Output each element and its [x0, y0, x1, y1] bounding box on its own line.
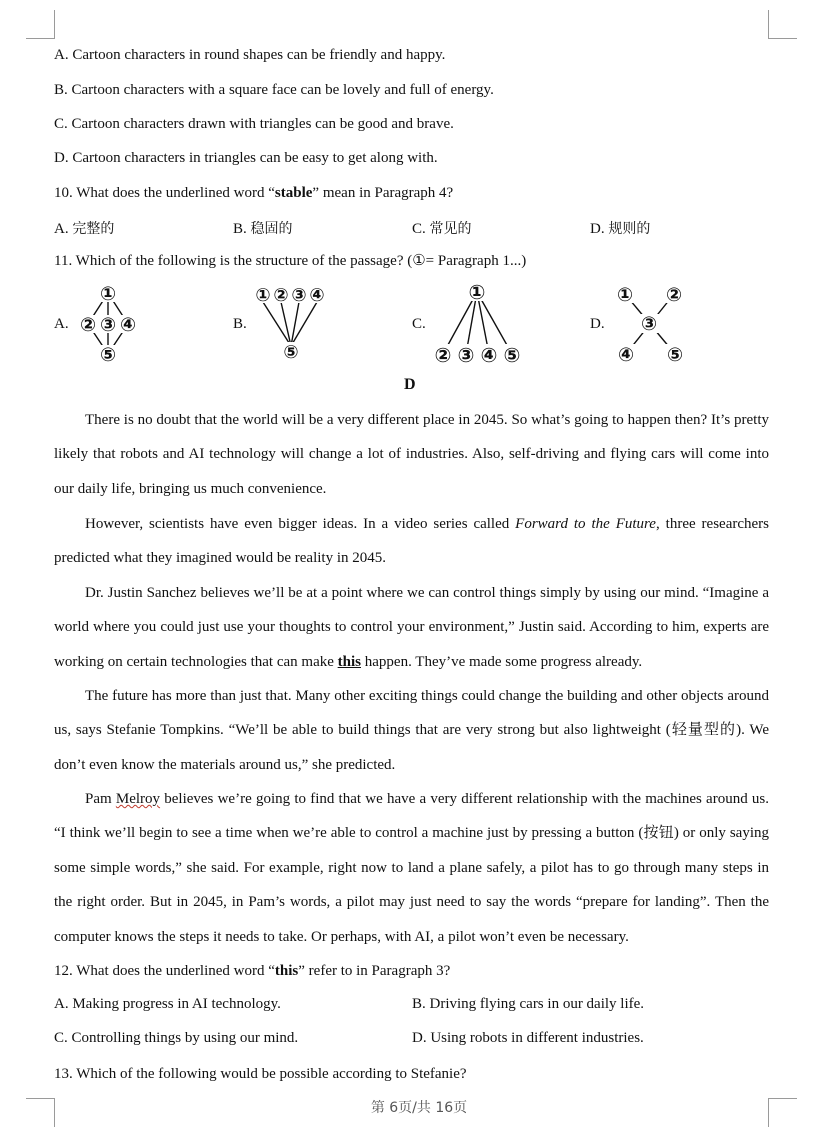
- q10-option-c-letter: C.: [412, 221, 426, 237]
- q13-stem: 13. Which of the following would be possible according to Stefanie?: [54, 1066, 467, 1082]
- q10-option-b-text: 稳固的: [250, 221, 293, 237]
- q12-option-a: A. Making progress in AI technology.: [54, 996, 281, 1012]
- node-2: ②: [665, 284, 683, 306]
- q12-stem: [54, 962, 450, 980]
- node-3: ③: [99, 314, 117, 336]
- q11-option-b-letter: B.: [233, 316, 247, 332]
- node-3: ③: [457, 343, 475, 367]
- node-3: ③: [640, 313, 658, 335]
- node-2: ②: [273, 285, 289, 306]
- structure-diagram-c: [430, 280, 526, 368]
- q9-option-b: B. Cartoon characters with a square face can be lovely and full of energy.: [54, 82, 494, 98]
- underlined-word-this: this: [337, 653, 361, 670]
- q10-stem: [54, 184, 453, 202]
- q9-option-c: C. Cartoon characters drawn with triangles can be good and brave.: [54, 116, 454, 132]
- q10-option-d-text: 规则的: [608, 221, 651, 237]
- node-2: ②: [79, 314, 97, 336]
- p5-text-post: believes we’re going to find that we have a very different relationship with the machines around us. “I think we’ll begin to see a time when we’re able to control a machine just by pressing a button (按钮) or only saying some simple words,” she said. For example, right now to land a plane safely, a pilot has to go through many steps in the right order. But in 2045, in Pam’s words, a pilot may just need to say the words “prepare for landing”. Then the computer knows the steps it needs to take. Or perhaps, with AI, a pilot won’t even be necessary.: [54, 791, 769, 945]
- q12-option-c: C. Controlling things by using our mind.: [54, 1030, 299, 1046]
- q10-keyword: stable: [274, 185, 313, 201]
- q11-stem: 11. Which of the following is the structure of the passage? (①= Paragraph 1...): [54, 253, 527, 269]
- q12-stem-post: ” refer to in Paragraph 3?: [298, 963, 451, 979]
- node-5: ⑤: [666, 344, 684, 366]
- p5-text-pre: Pam: [85, 791, 116, 807]
- q11-option-c-letter: C.: [412, 316, 426, 332]
- q10-option-a-letter: A.: [54, 221, 69, 237]
- q11-option-d-letter: D.: [590, 316, 605, 332]
- video-series-title: Forward to the Future: [515, 516, 656, 532]
- section-heading: D: [404, 376, 416, 393]
- node-4: ④: [119, 314, 137, 336]
- node-5: ⑤: [283, 342, 299, 362]
- q10-option-b: [233, 218, 293, 238]
- q10-option-b-letter: B.: [233, 221, 247, 237]
- passage-paragraph-1: There is no doubt that the world will be a very different place in 2045. So what’s going to happen then? It’s pretty likely that robots and AI technology will change a lot of industries. Also, self-driving and flying cars will come into our daily life, bringing us much convenience.: [54, 412, 769, 497]
- passage-paragraph-3: [54, 576, 769, 679]
- q10-stem-post: ” mean in Paragraph 4?: [312, 185, 454, 201]
- node-5: ⑤: [503, 343, 521, 367]
- node-4: ④: [309, 285, 325, 306]
- node-2: ②: [434, 343, 452, 367]
- q11-option-a-letter: A.: [54, 316, 69, 332]
- q9-option-d: D. Cartoon characters in triangles can be easy to get along with.: [54, 150, 438, 166]
- corner-mark-top-right: [768, 10, 797, 39]
- q9-option-a: A. Cartoon characters in round shapes can be friendly and happy.: [54, 47, 446, 63]
- node-4: ④: [480, 343, 498, 367]
- node-4: ④: [617, 344, 635, 366]
- corner-mark-top-left: [26, 10, 55, 39]
- p2-text-post: , three researchers predicted what they imagined would be reality in 2045.: [54, 516, 769, 567]
- q10-option-c: [412, 218, 472, 238]
- p2-text-pre: However, scientists have even bigger ideas. In a video series called: [85, 516, 516, 532]
- q10-stem-pre: 10. What does the underlined word “: [54, 185, 275, 201]
- node-1: ①: [616, 284, 634, 306]
- q10-option-a-text: 完整的: [72, 221, 115, 237]
- q10-option-a: [54, 218, 114, 238]
- structure-diagram-a: [74, 282, 144, 364]
- node-1: ①: [468, 280, 486, 304]
- q12-option-d: D. Using robots in different industries.: [412, 1030, 644, 1046]
- q12-stem-pre: 12. What does the underlined word “: [54, 963, 275, 979]
- passage-paragraph-5: [54, 782, 769, 954]
- q12-option-b: B. Driving flying cars in our daily life.: [412, 996, 645, 1012]
- q12-keyword: this: [274, 963, 299, 979]
- p3-text-post: happen. They’ve made some progress already.: [361, 653, 643, 670]
- structure-diagram-d: [612, 282, 688, 366]
- q10-option-c-text: 常见的: [429, 221, 472, 237]
- p3-text-pre: Dr. Justin Sanchez believes we’ll be at a point where we can control things simply by using our mind. “Imagine a world where you could just use your thoughts to control your environment,” Justin said. According to him, experts are working on certain technologies that can make: [54, 585, 769, 670]
- node-5: ⑤: [99, 344, 117, 364]
- structure-diagram-b: [252, 284, 330, 362]
- name-melroy: Melroy: [115, 791, 161, 807]
- q10-option-d: [590, 218, 650, 238]
- node-1: ①: [255, 285, 271, 306]
- q10-option-d-letter: D.: [590, 221, 605, 237]
- passage-paragraph-2: [54, 507, 769, 576]
- page-footer: 第 6页/共 16页: [370, 1100, 468, 1116]
- node-1: ①: [99, 283, 117, 305]
- passage-paragraph-4: The future has more than just that. Many other exciting things could change the building and other objects around us, says Stefanie Tompkins. “We’ll be able to build things that are very strong but also lightweight (轻量型的). We don’t even know the materials around us,” she predicted.: [54, 688, 769, 773]
- node-3: ③: [291, 285, 307, 306]
